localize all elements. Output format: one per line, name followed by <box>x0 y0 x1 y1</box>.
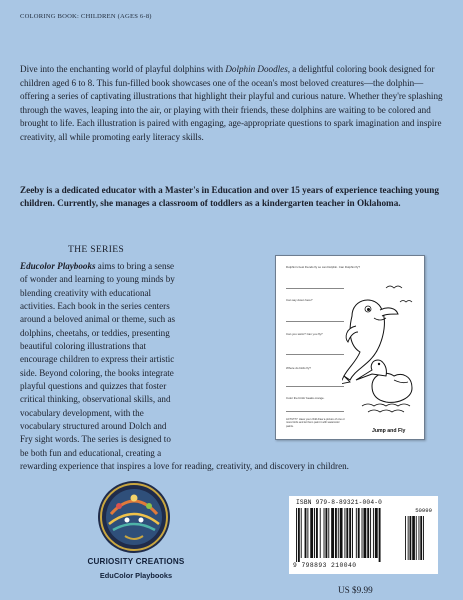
answer-line <box>286 288 344 289</box>
series-brand: Educolor Playbooks <box>20 261 96 271</box>
barcode-addon-bar <box>423 516 424 560</box>
barcode-bar <box>349 508 351 558</box>
isbn-number: ISBN 979-8-89321-004-0 <box>296 499 383 506</box>
answer-line <box>286 321 344 322</box>
ean-digits: 9 798893 210040 <box>293 562 357 569</box>
intro-text-before: Dive into the enchanting world of playful dolphins with <box>20 64 226 74</box>
barcode-bar <box>325 508 327 558</box>
book-title: Dolphin Doodles, <box>225 64 291 74</box>
intro-text-after: a delightful coloring book designed for children aged 6 to 8. This fun-filled book showcases one of the ocean's most beloved creatures—the dolphin—offering a series of captivating illustrations that highlight their playful and curious nature. Whether they're splashing through the waves, leaping into the air, or playing with their friends, these dolphins are waiting to be colored and brought to life. Each illustration is paired with engaging, age-appropriate questions to spark imagination and inspire creativity, all while promoting early literacy skills. <box>20 64 443 142</box>
barcode-bar <box>373 508 374 558</box>
barcode-bar <box>370 508 371 558</box>
barcode-bar <box>335 508 337 558</box>
barcode-bar <box>379 508 381 562</box>
dolphin-pelican-illustration <box>342 276 422 426</box>
barcode-bar <box>298 508 300 562</box>
barcode-addon-bar <box>405 516 406 560</box>
barcode-bar <box>340 508 343 558</box>
sample-question: Dolphin's best friends fly so can Dolphin. Can Dolphin fly? <box>286 265 360 269</box>
intro-paragraph <box>20 63 446 145</box>
answer-line <box>286 386 344 387</box>
publisher-imprint: EduColor Playbooks <box>99 571 173 580</box>
series-heading: THE SERIES <box>68 244 125 255</box>
barcode-bar <box>328 508 329 558</box>
barcode-bar <box>324 508 325 558</box>
barcode-addon-bar <box>412 516 415 560</box>
barcode-bar <box>358 508 360 558</box>
answer-line <box>286 411 344 412</box>
barcode-addon-bar <box>416 516 417 560</box>
barcode-addon-bar <box>408 516 409 560</box>
barcode-bar <box>362 508 363 558</box>
barcode-addon-bar <box>419 516 420 560</box>
barcode-bar <box>307 508 308 558</box>
barcode-bar <box>310 508 313 558</box>
sample-question: Can you swim? Can you fly? <box>286 332 323 336</box>
answer-line <box>286 354 344 355</box>
publisher-name: CURIOSITY CREATIONS <box>87 557 185 566</box>
author-bio: Zeeby is a dedicated educator with a Master's in Education and over 15 years of experience teaching young children. Currently, she manages a classroom of toddlers as a kindergarten teacher in Oklahoma. <box>20 185 439 209</box>
barcode-bar <box>344 508 345 558</box>
barcode-bar <box>338 508 339 558</box>
sample-question: Color the birds' beaks orange. <box>286 396 325 400</box>
barcode-bar <box>320 508 321 558</box>
barcode-bar <box>352 508 353 558</box>
barcode-addon-bar <box>410 516 412 560</box>
sample-activity: ACTIVITY: Have your child draw a picture of one or more birds and let them paint it with watercolor paints. <box>286 418 345 428</box>
sample-question: Where do birds fly? <box>286 366 311 370</box>
barcode-bar <box>346 508 348 558</box>
barcode-bar <box>305 508 307 558</box>
barcode-addon-bar <box>420 516 422 560</box>
category-label: COLORING BOOK: CHILDREN (AGES 6-8) <box>20 13 152 20</box>
barcode-bar <box>367 508 369 558</box>
isbn-barcode <box>289 496 438 574</box>
barcode-bar <box>316 508 318 558</box>
sample-caption: Jump and Fly <box>372 428 406 434</box>
barcode-bar <box>375 508 378 558</box>
barcode-bar <box>356 508 357 558</box>
barcode-bar <box>314 508 315 558</box>
barcode-bar <box>363 508 366 558</box>
barcode-bar <box>301 508 302 558</box>
barcode-bar <box>296 508 297 562</box>
sample-page <box>275 255 425 440</box>
price-label: US $9.99 <box>338 585 373 595</box>
barcode-bar <box>331 508 334 558</box>
series-body-text: aims to bring a sense of wonder and learning to young minds by blending creativity with educational activities. Each book in the series centers around a beloved animal or theme, such as dolphins, cheetahs, or teddies, presenting beautiful coloring illustrations that encourage children to express their artistic side. Beyond coloring, the books integrate playful questions and quizzes that foster critical thinking, observational skills, and vocabulary development, with the vocabulary structured around Dolch and Fry sight words. The series is designed to be both fun and educational, creating a rewarding experience that inspires a love for reading, creativity, and discovery in children. <box>20 261 349 472</box>
price-addon-code: 50999 <box>415 507 432 514</box>
publisher-logo <box>97 480 171 554</box>
sample-question: Can say down here? <box>286 298 313 302</box>
